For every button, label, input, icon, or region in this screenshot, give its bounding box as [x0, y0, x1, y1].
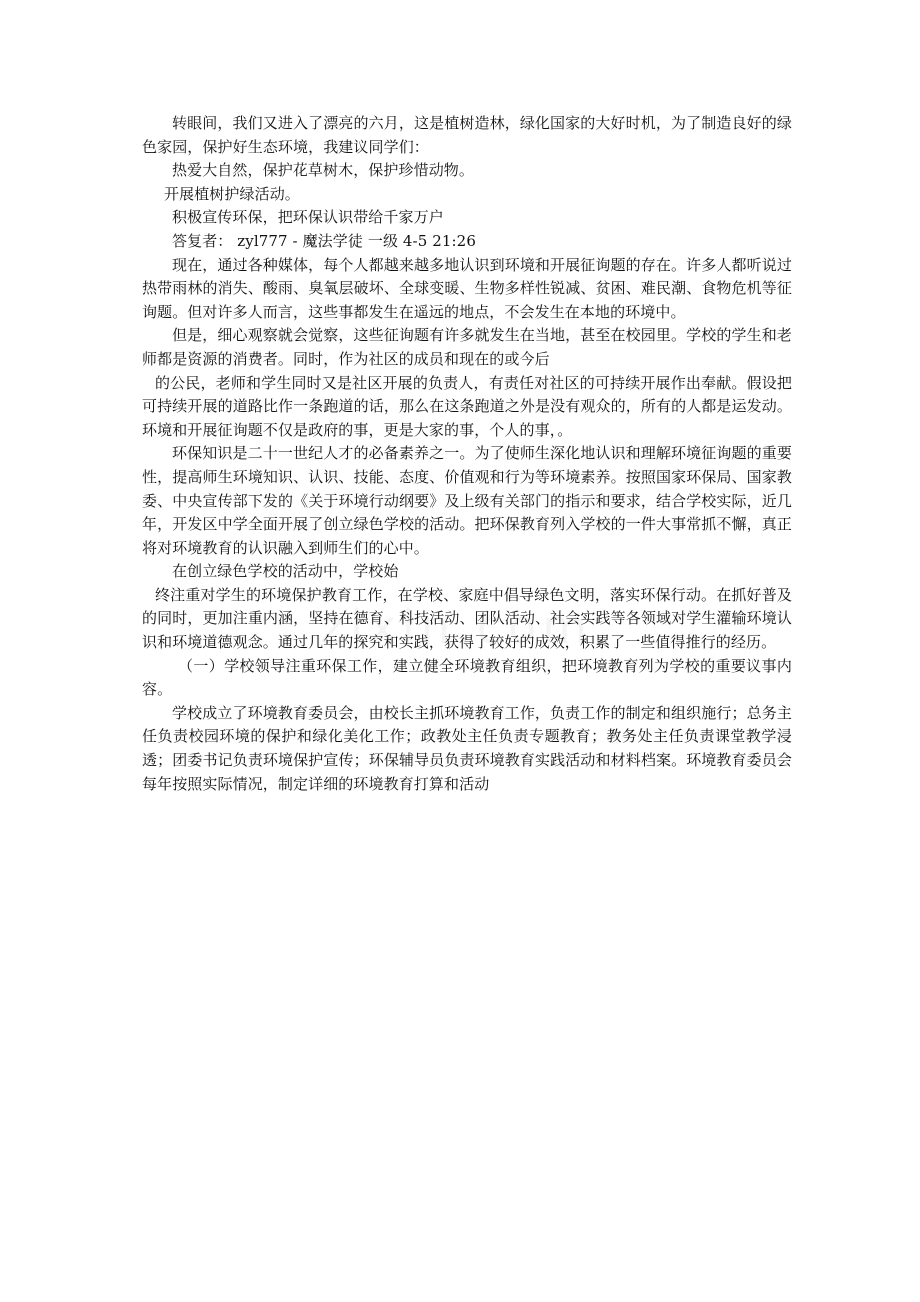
- paragraph-suggestion-1: 热爱大自然，保护花草树木，保护珍惜动物。: [172, 161, 475, 180]
- paragraph-citizens: 的公民，老师和学生同时又是社区开展的负责人，有责任对社区的可持续开展作出奉献。假设把可持续开展的道路比作一条跑道的话，那么在这条跑道之外是没有观众的，所有的人都是运发动。环境和开展征询题不仅是政府的事，更是大家的事，个人的事，。: [142, 373, 792, 439]
- paragraph-awareness: 现在，通过各种媒体，每个人都越来越多地认识到环境和开展征询题的存在。许多人都听说过热带雨林的消失、酸雨、臭氧层破坏、全球变暖、生物多样性锐减、贫困、难民潮、食物危机等征询题。但对许多人而言，这些事都发生在遥远的地点，不会发生在本地的环境中。: [142, 255, 792, 321]
- paragraph-committee: 学校成立了环境教育委员会，由校长主抓环境教育工作，负责工作的制定和组织施行；总务主任负责校园环境的保护和绿化美化工作；政教处主任负责专题教育；教务处主任负责课堂教学浸透；团委书记负责环境保护宣传；环保辅导员负责环境教育实践活动和材料档案。环境教育委员会每年按照实际情况，制定详细的环境教育打算和活动: [142, 703, 792, 793]
- paragraph-green-school: 在创立绿色学校的活动中，学校始: [172, 562, 399, 581]
- paragraph-intro: 转眼间，我们又进入了漂亮的六月，这是植树造林，绿化国家的大好时机，为了制造良好的绿色家园，保护好生态环境，我建议同学们：: [142, 114, 792, 156]
- paragraph-answerer: 答复者： zyl777 - 魔法学徒 一级 4-5 21:26: [172, 231, 476, 250]
- paragraph-education-focus: 终注重对学生的环境保护教育工作，在学校、家庭中倡导绿色文明，落实环保行动。在抓好普及的同时，更加注重内涵，坚持在德育、科技活动、团队活动、社会实践等各领域对学生灌输环境认识和环境道德观念。通过几年的探究和实践，获得了较好的成效，积累了一些值得推行的经历。: [142, 585, 792, 652]
- paragraph-observation: 但是，细心观察就会觉察，这些征询题有许多就发生在当地，甚至在校园里。学校的学生和老师都是资源的消费者。同时，作为社区的成员和现在的或今后: [142, 326, 792, 368]
- paragraph-suggestion-3: 积极宣传环保，把环保认识带给千家万户: [172, 208, 444, 227]
- paragraph-section-one: （一）学校领导注重环保工作，建立健全环境教育组织，把环境教育列为学校的重要议事内容。: [142, 656, 792, 699]
- document-body: [142, 112, 792, 796]
- paragraph-literacy: 环保知识是二十一世纪人才的必备素养之一。为了使师生深化地认识和理解环境征询题的重要性，提高师生环境知识、认识、技能、态度、价值观和行为等环境素养。按照国家环保局、国家教委、中央宣传部下发的《关于环境行动纲要》及上级有关部门的指示和要求，结合学校实际，近几年，开发区中学全面开展了创立绿色学校的活动。把环保教育列入学校的一件大事常抓不懈，真正将对环境教育的认识融入到师生们的心中。: [142, 444, 792, 557]
- paragraph-suggestion-2: 开展植树护绿活动。: [164, 184, 300, 203]
